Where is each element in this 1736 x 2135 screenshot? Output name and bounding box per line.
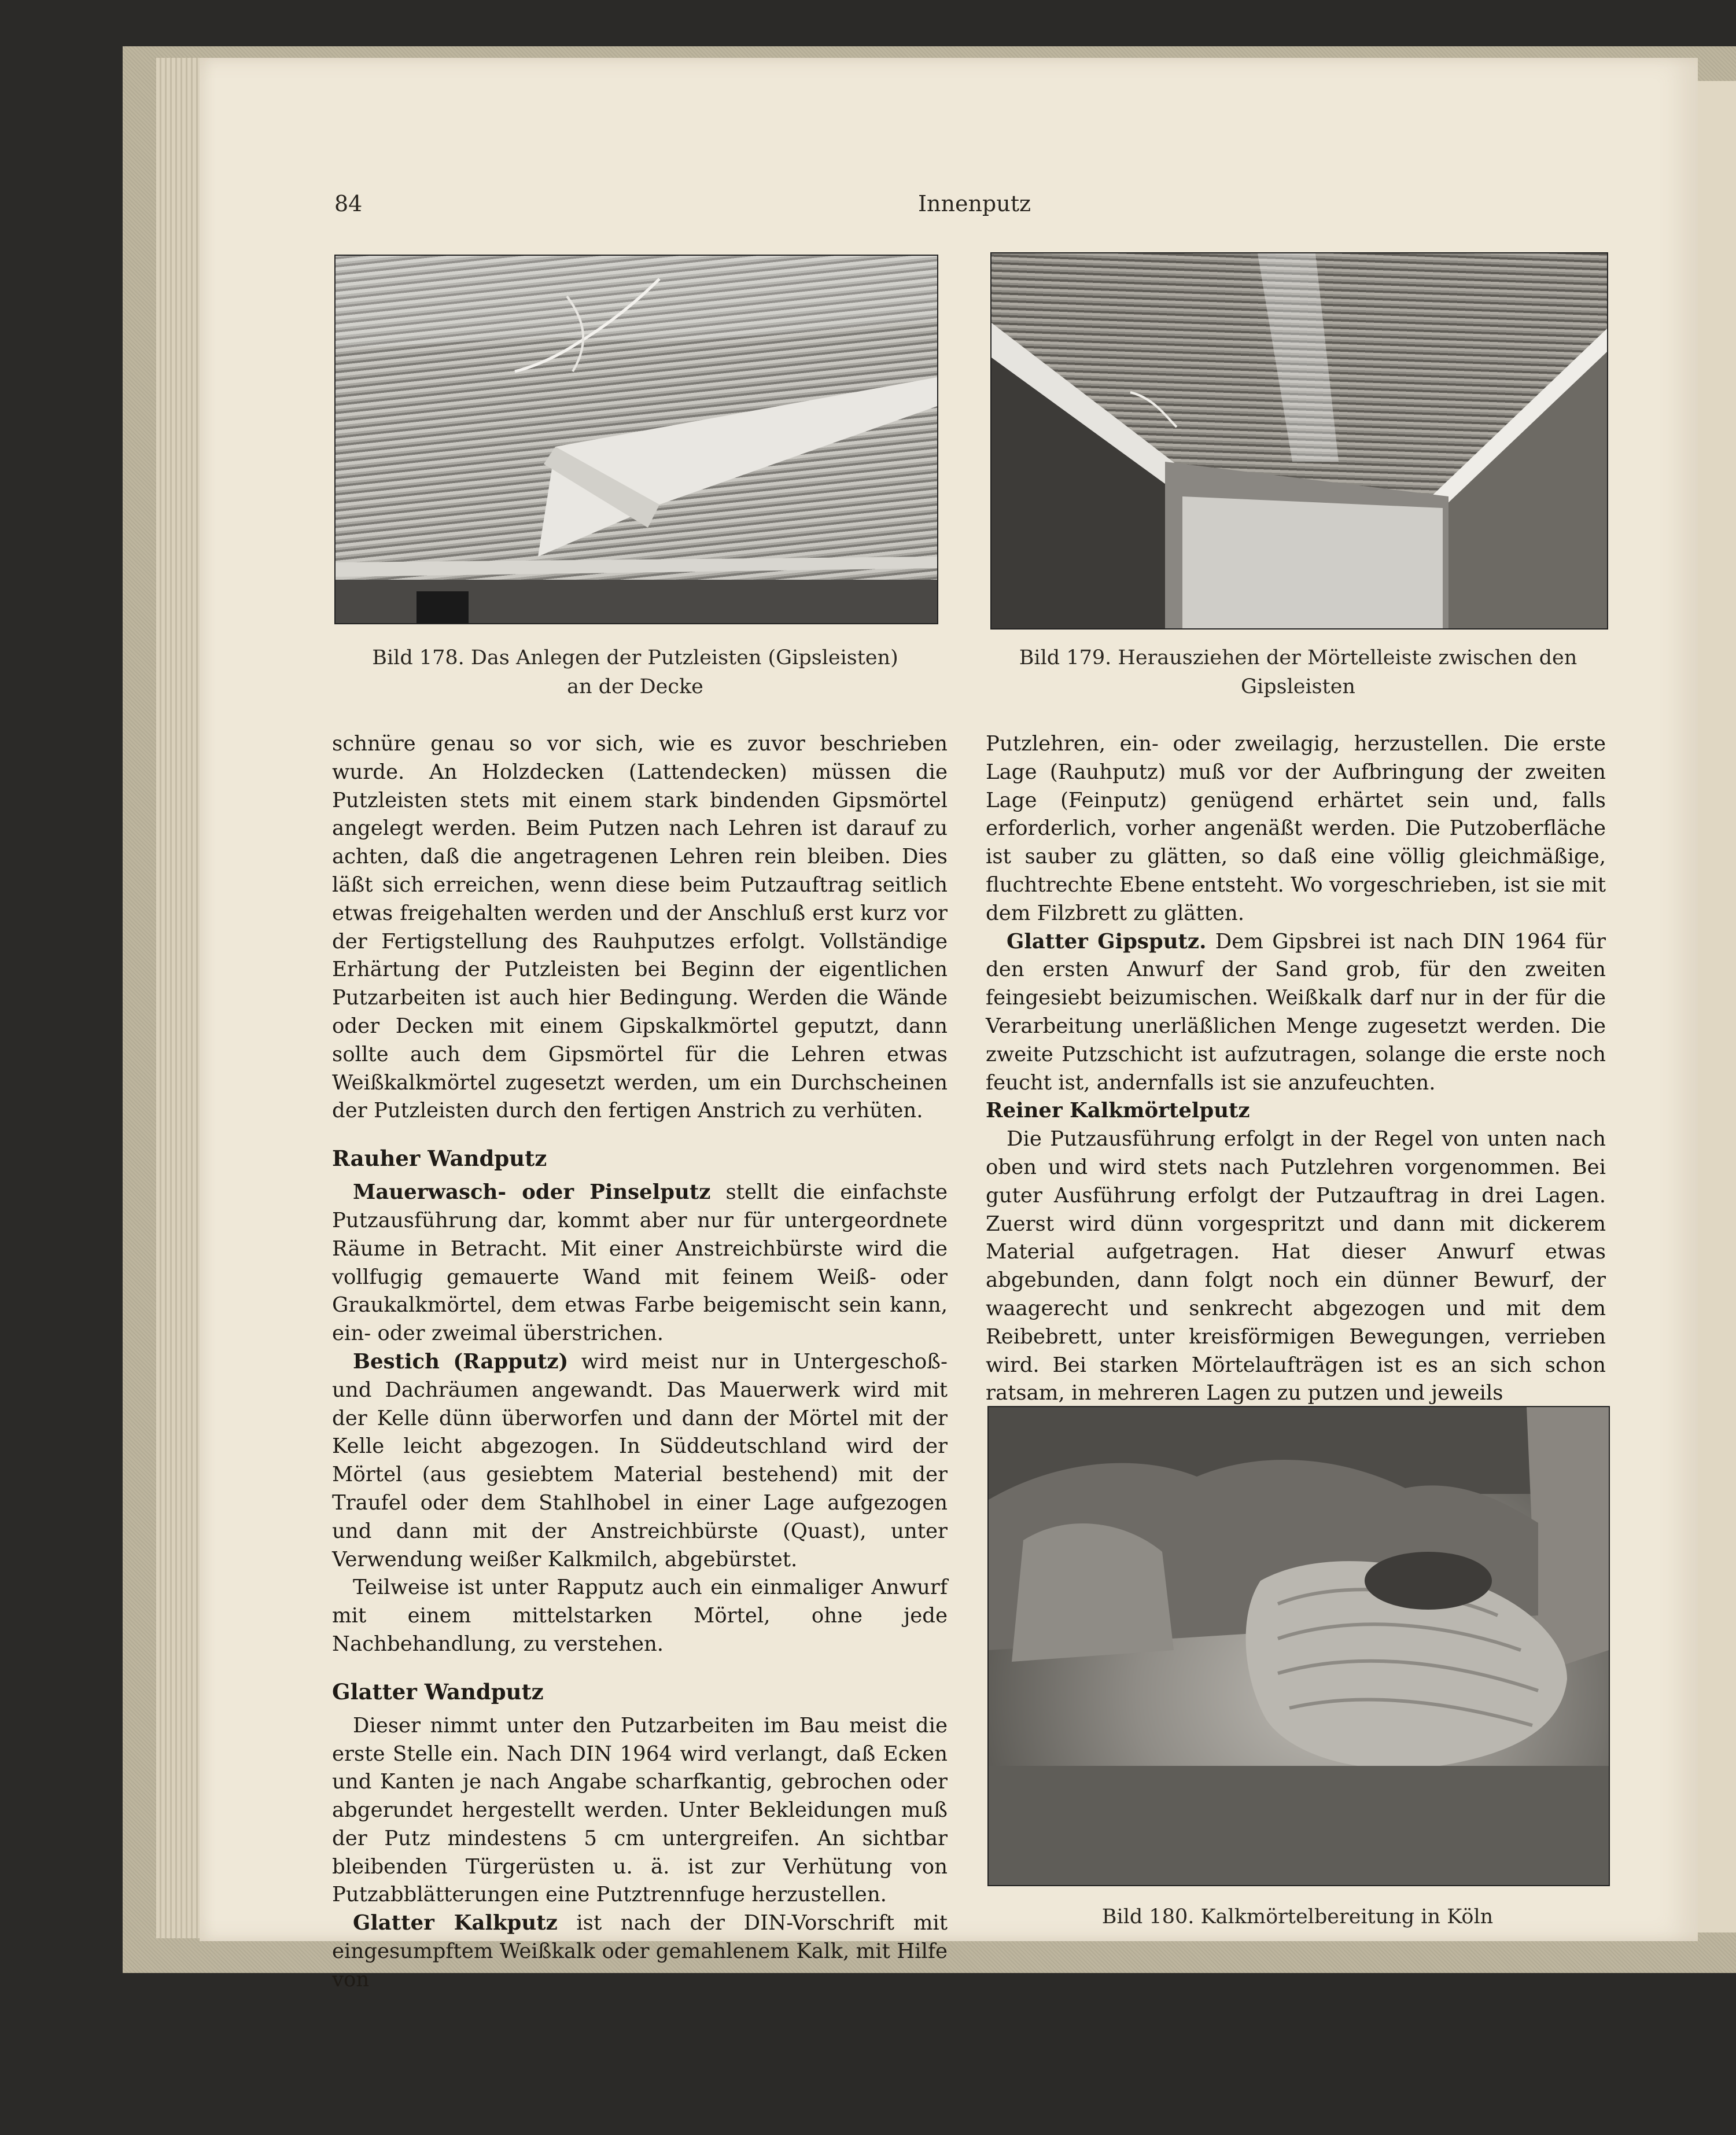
caption-179-line1: Bild 179. Herausziehen der Mörtelleiste zwischen den	[1019, 646, 1577, 669]
photo-bild-180	[987, 1406, 1610, 1886]
photo-bild-178	[334, 255, 938, 624]
paragraph	[332, 1348, 948, 1574]
caption-178-line2: an der Decke	[567, 675, 703, 698]
paragraph	[332, 1179, 948, 1348]
caption-178-line1: Bild 178. Das Anlegen der Putzleisten (Gipsleisten)	[372, 646, 898, 669]
paragraph: Die Putzausführung erfolgt in der Regel von unten nach oben und wird stets nach Putzlehren vorgenommen. Bei guter Ausführung erfolgt der Putzauftrag in drei Lagen. Zuerst wird dünn vorgespritzt und dann mit dickerem Material aufgetragen. Hat dieser Anwurf etwas abgebunden, dann folgt noch ein dünner Bewurf, der waagerecht und senkrecht abgezogen und mit dem Reibebrett, unter kreisförmigen Bewegungen, verrieben wird. Bei starken Mörtelaufträgen ist es an sich schon ratsam, in mehreren Lagen zu putzen und jeweils	[986, 1127, 1606, 1405]
paragraph-text: ist nach der DIN-Vorschrift mit eingesumpftem Weißkalk oder gemahlenem Kalk, mit Hilfe von	[332, 1911, 948, 1992]
paragraph: Putzlehren, ein- oder zweilagig, herzustellen. Die erste Lage (Rauhputz) muß vor der Aufbringung der zweiten Lage (Feinputz) genügend erhärtet sein und, falls erforderlich, vorher angenäßt werden. Die Putzoberfläche ist sauber zu glätten, so daß eine völlig gleichmäßige, fluchtrechte Ebene entsteht. Wo vorgeschrieben, ist sie mit dem Filzbrett zu glätten.	[986, 732, 1606, 925]
photo-178-illustration	[336, 256, 937, 623]
section-heading-reiner-kalkmoertelputz: Reiner Kalkmörtelputz	[986, 1099, 1250, 1123]
paragraph-text: Dem Gipsbrei ist nach DIN 1964 für den ersten Anwurf der Sand grob, für den zweiten feingesiebt beizumischen. Weißkalk darf nur in der für die Verarbeitung unerläßlichen Menge zugesetzt werden. Die zweite Putzschicht ist aufzutragen, solange die erste noch feucht ist, andernfalls ist sie anzufeuchten.	[986, 929, 1606, 1095]
paragraph-text: wird meist nur in Untergeschoß- und Dachräumen angewandt. Das Mauerwerk wird mit der Kelle dünn überworfen und dann der Mörtel mit der Kelle leicht abgezogen. In Süddeutschland wird der Mörtel (aus gesiebtem Material bestehend) mit der Traufel oder dem Stahlhobel in einer Lage aufgezogen und dann mit der Anstreichbürste (Quast), unter Verwendung weißer Kalkmilch, abgebürstet.	[332, 1349, 948, 1571]
paragraph-text: stellt die einfachste Putzausführung dar, kommt aber nur für untergeordnete Räume in Betracht. Mit einer Anstreichbürste wird die vollfugig gemauerte Wand mit feinem Weiß- oder Graukalkmörtel, dem etwas Farbe beigemischt sein kann, ein- oder zweimal überstrichen.	[332, 1180, 948, 1346]
section-heading-glatter-wandputz: Glatter Wandputz	[332, 1678, 544, 1705]
paragraph: schnüre genau so vor sich, wie es zuvor beschrieben wurde. An Holzdecken (Lattendecken) müssen die Putzleisten stets mit einem stark bindenden Gipsmörtel angelegt werden. Beim Putzen nach Lehren ist darauf zu achten, daß die angetragenen Lehren rein bleiben. Dies läßt sich erreichen, wenn diese beim Putzauftrag seitlich etwas freigehalten werden und der Anschluß erst kurz vor der Fertigstellung des Rauhputzes erfolgt. Vollständige Erhärtung der Putzleisten bei Beginn der eigentlichen Putzarbeiten ist auch hier Bedingung. Werden die Wände oder Decken mit einem Gipskalkmörtel geputzt, dann sollte auch dem Gipsmörtel für die Lehren etwas Weißkalkmörtel zugesetzt werden, um ein Durchscheinen der Putzleisten durch den fertigen Anstrich zu verhüten.	[332, 732, 948, 1123]
right-column	[986, 730, 1606, 1408]
running-head: Innenputz	[918, 191, 1031, 216]
left-column	[332, 730, 948, 1994]
caption-bild-178	[334, 643, 936, 701]
section-heading-rauher-wandputz: Rauher Wandputz	[332, 1146, 547, 1172]
paragraph	[986, 928, 1606, 1098]
photo-179-illustration	[992, 253, 1607, 628]
term: Mauerwasch- oder Pinselputz	[353, 1180, 711, 1205]
paragraph	[332, 1909, 948, 1994]
caption-bild-180: Bild 180. Kalkmörtelbereitung in Köln	[1101, 1905, 1494, 1928]
caption-179-line2: Gipsleisten	[1241, 675, 1355, 698]
paragraph: Teilweise ist unter Rapputz auch ein einmaliger Anwurf mit einem mittelstarken Mörtel, ohne jede Nachbehandlung, zu verstehen.	[332, 1576, 948, 1656]
next-page-edge	[1698, 81, 1736, 1932]
page-number: 84	[334, 191, 363, 216]
photo-bild-179	[990, 252, 1608, 630]
term: Glatter Gipsputz.	[1007, 929, 1207, 954]
caption-bild-179	[990, 643, 1606, 701]
paragraph: Dieser nimmt unter den Putzarbeiten im Bau meist die erste Stelle ein. Nach DIN 1964 wird verlangt, daß Ecken und Kanten je nach Angabe scharfkantig, gebrochen oder abgerundet hergestellt werden. Unter Bekleidungen muß der Putz mindestens 5 cm untergreifen. An sichtbar bleibenden Türgerüsten u. ä. ist zur Verhütung von Putzabblätterungen eine Putztrennfuge herzustellen.	[332, 1713, 948, 1907]
photo-180-illustration	[989, 1407, 1609, 1885]
term: Glatter Kalkputz	[353, 1911, 558, 1935]
term: Bestich (Rapputz)	[353, 1349, 569, 1374]
